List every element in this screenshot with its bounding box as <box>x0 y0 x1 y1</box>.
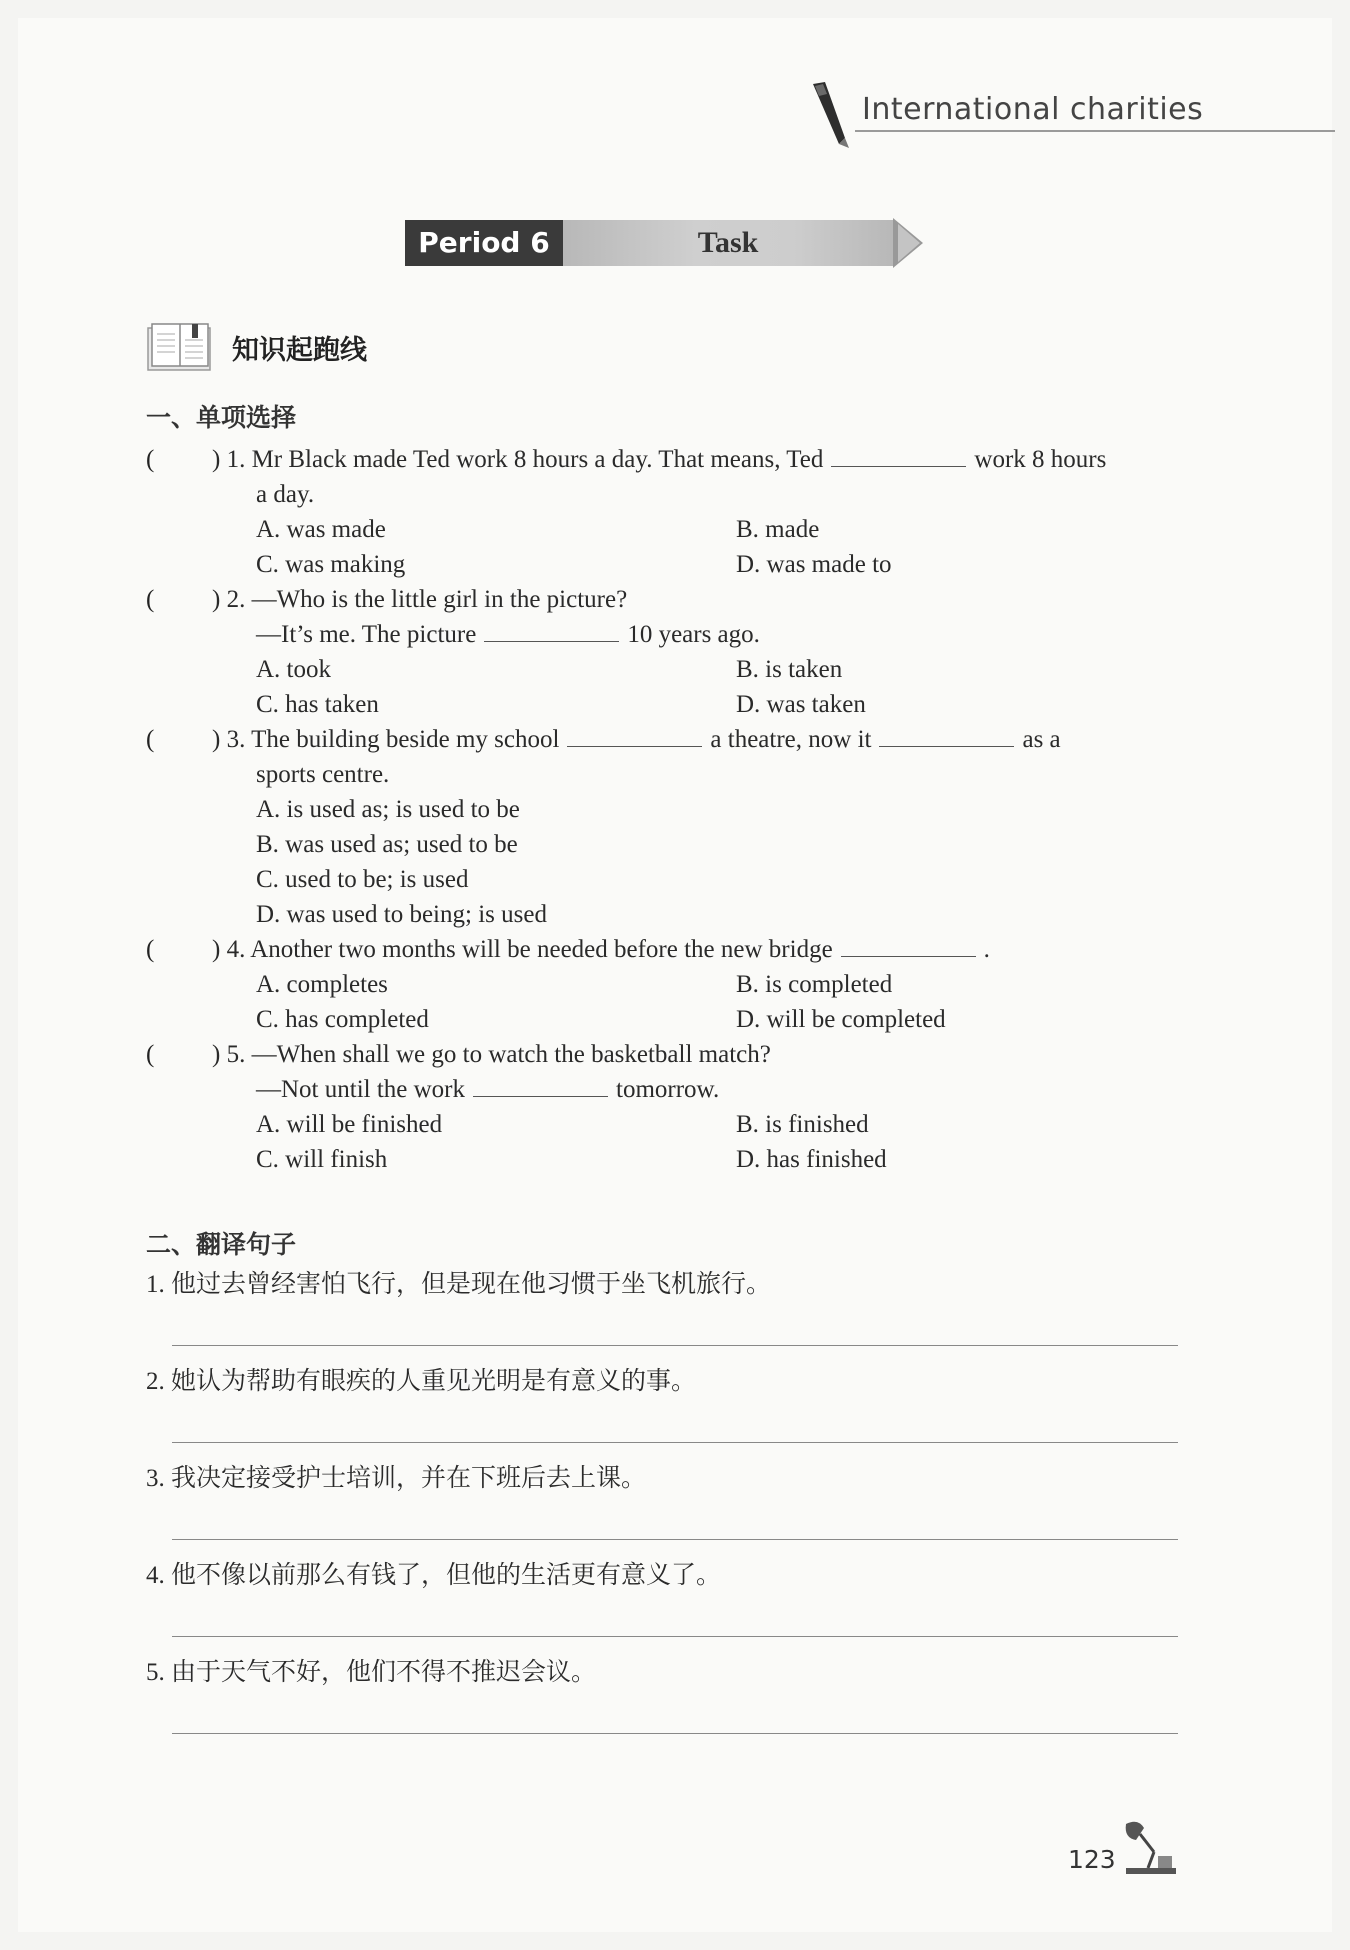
question-1-after: work 8 hours <box>974 446 1107 473</box>
option-b: B. made <box>736 516 820 543</box>
option-a: A. is used as; is used to be <box>256 796 520 823</box>
translation-item-5: 5. 由于天气不好，他们不得不推迟会议。 <box>146 1659 597 1686</box>
option-d: D. was taken <box>736 691 866 718</box>
answer-blank <box>831 446 966 467</box>
answer-line <box>172 1636 1178 1637</box>
answer-paren: ( <box>146 726 155 753</box>
option-a: A. was made <box>256 516 386 543</box>
answer-paren: ( <box>146 586 155 613</box>
question-2-line2 <box>256 618 760 652</box>
answer-line <box>172 1539 1178 1540</box>
option-b: B. was used as; used to be <box>256 831 518 858</box>
translation-item-4: 4. 他不像以前那么有钱了，但他的生活更有意义了。 <box>146 1562 722 1589</box>
answer-blank <box>841 936 976 957</box>
option-d: D. was made to <box>736 551 892 578</box>
option-c: C. will finish <box>256 1146 388 1173</box>
option-b: B. is finished <box>736 1111 869 1138</box>
banner-arrow-fill <box>898 224 920 262</box>
question-2-stem: ) 2. —Who is the little girl in the picture? <box>212 586 628 613</box>
part1-heading: 一、单项选择 <box>146 403 297 432</box>
part2-heading: 二、翻译句子 <box>146 1230 297 1259</box>
page <box>18 18 1332 1932</box>
chapter-title: International charities <box>862 92 1204 127</box>
question-4-text: ) 4. Another two months will be needed before the new bridge <box>212 936 833 963</box>
question-3-after: as a <box>1022 726 1061 753</box>
option-d: D. will be completed <box>736 1006 946 1033</box>
option-a: A. completes <box>256 971 388 998</box>
option-c: C. has completed <box>256 1006 429 1033</box>
question-2-line2-text: —It’s me. The picture <box>256 621 477 648</box>
question-3-cont: sports centre. <box>256 761 390 788</box>
header-rule <box>855 130 1335 132</box>
section-title: 知识起跑线 <box>232 335 367 366</box>
question-4-stem <box>212 933 990 967</box>
question-1-stem <box>212 443 1106 477</box>
question-3-stem <box>212 723 1061 757</box>
question-2-line2-after: 10 years ago. <box>627 621 760 648</box>
question-5-line2-after: tomorrow. <box>616 1076 720 1103</box>
question-5-line2-text: —Not until the work <box>256 1076 466 1103</box>
answer-blank <box>473 1076 608 1097</box>
book-icon <box>146 322 216 374</box>
option-b: B. is taken <box>736 656 843 683</box>
option-c: C. was making <box>256 551 406 578</box>
answer-blank <box>879 726 1014 747</box>
answer-paren: ( <box>146 936 155 963</box>
option-b: B. is completed <box>736 971 893 998</box>
translation-item-3: 3. 我决定接受护士培训，并在下班后去上课。 <box>146 1465 647 1492</box>
desk-lamp-icon <box>1118 1818 1180 1876</box>
question-1-cont: a day. <box>256 481 315 508</box>
answer-line <box>172 1345 1178 1346</box>
task-label: Task <box>563 220 893 266</box>
answer-line <box>172 1442 1178 1443</box>
question-5-line2 <box>256 1073 719 1107</box>
answer-blank <box>484 621 619 642</box>
question-5-stem: ) 5. —When shall we go to watch the basketball match? <box>212 1041 771 1068</box>
option-c: C. used to be; is used <box>256 866 469 893</box>
pen-icon <box>805 80 855 150</box>
option-d: D. was used to being; is used <box>256 901 547 928</box>
answer-paren: ( <box>146 446 155 473</box>
question-3-text: ) 3. The building beside my school <box>212 726 560 753</box>
option-c: C. has taken <box>256 691 379 718</box>
question-1-text: ) 1. Mr Black made Ted work 8 hours a day. That means, Ted <box>212 446 824 473</box>
period-label: Period 6 <box>405 220 563 266</box>
question-3-mid: a theatre, now it <box>710 726 872 753</box>
answer-blank <box>567 726 702 747</box>
translation-item-2: 2. 她认为帮助有眼疾的人重见光明是有意义的事。 <box>146 1368 697 1395</box>
translation-item-1: 1. 他过去曾经害怕飞行，但是现在他习惯于坐飞机旅行。 <box>146 1271 772 1298</box>
option-a: A. took <box>256 656 331 683</box>
answer-paren: ( <box>146 1041 155 1068</box>
question-4-after: . <box>983 936 990 963</box>
page-number: 123 <box>1068 1845 1116 1874</box>
option-d: D. has finished <box>736 1146 887 1173</box>
answer-line <box>172 1733 1178 1734</box>
period-banner <box>405 218 925 270</box>
option-a: A. will be finished <box>256 1111 443 1138</box>
